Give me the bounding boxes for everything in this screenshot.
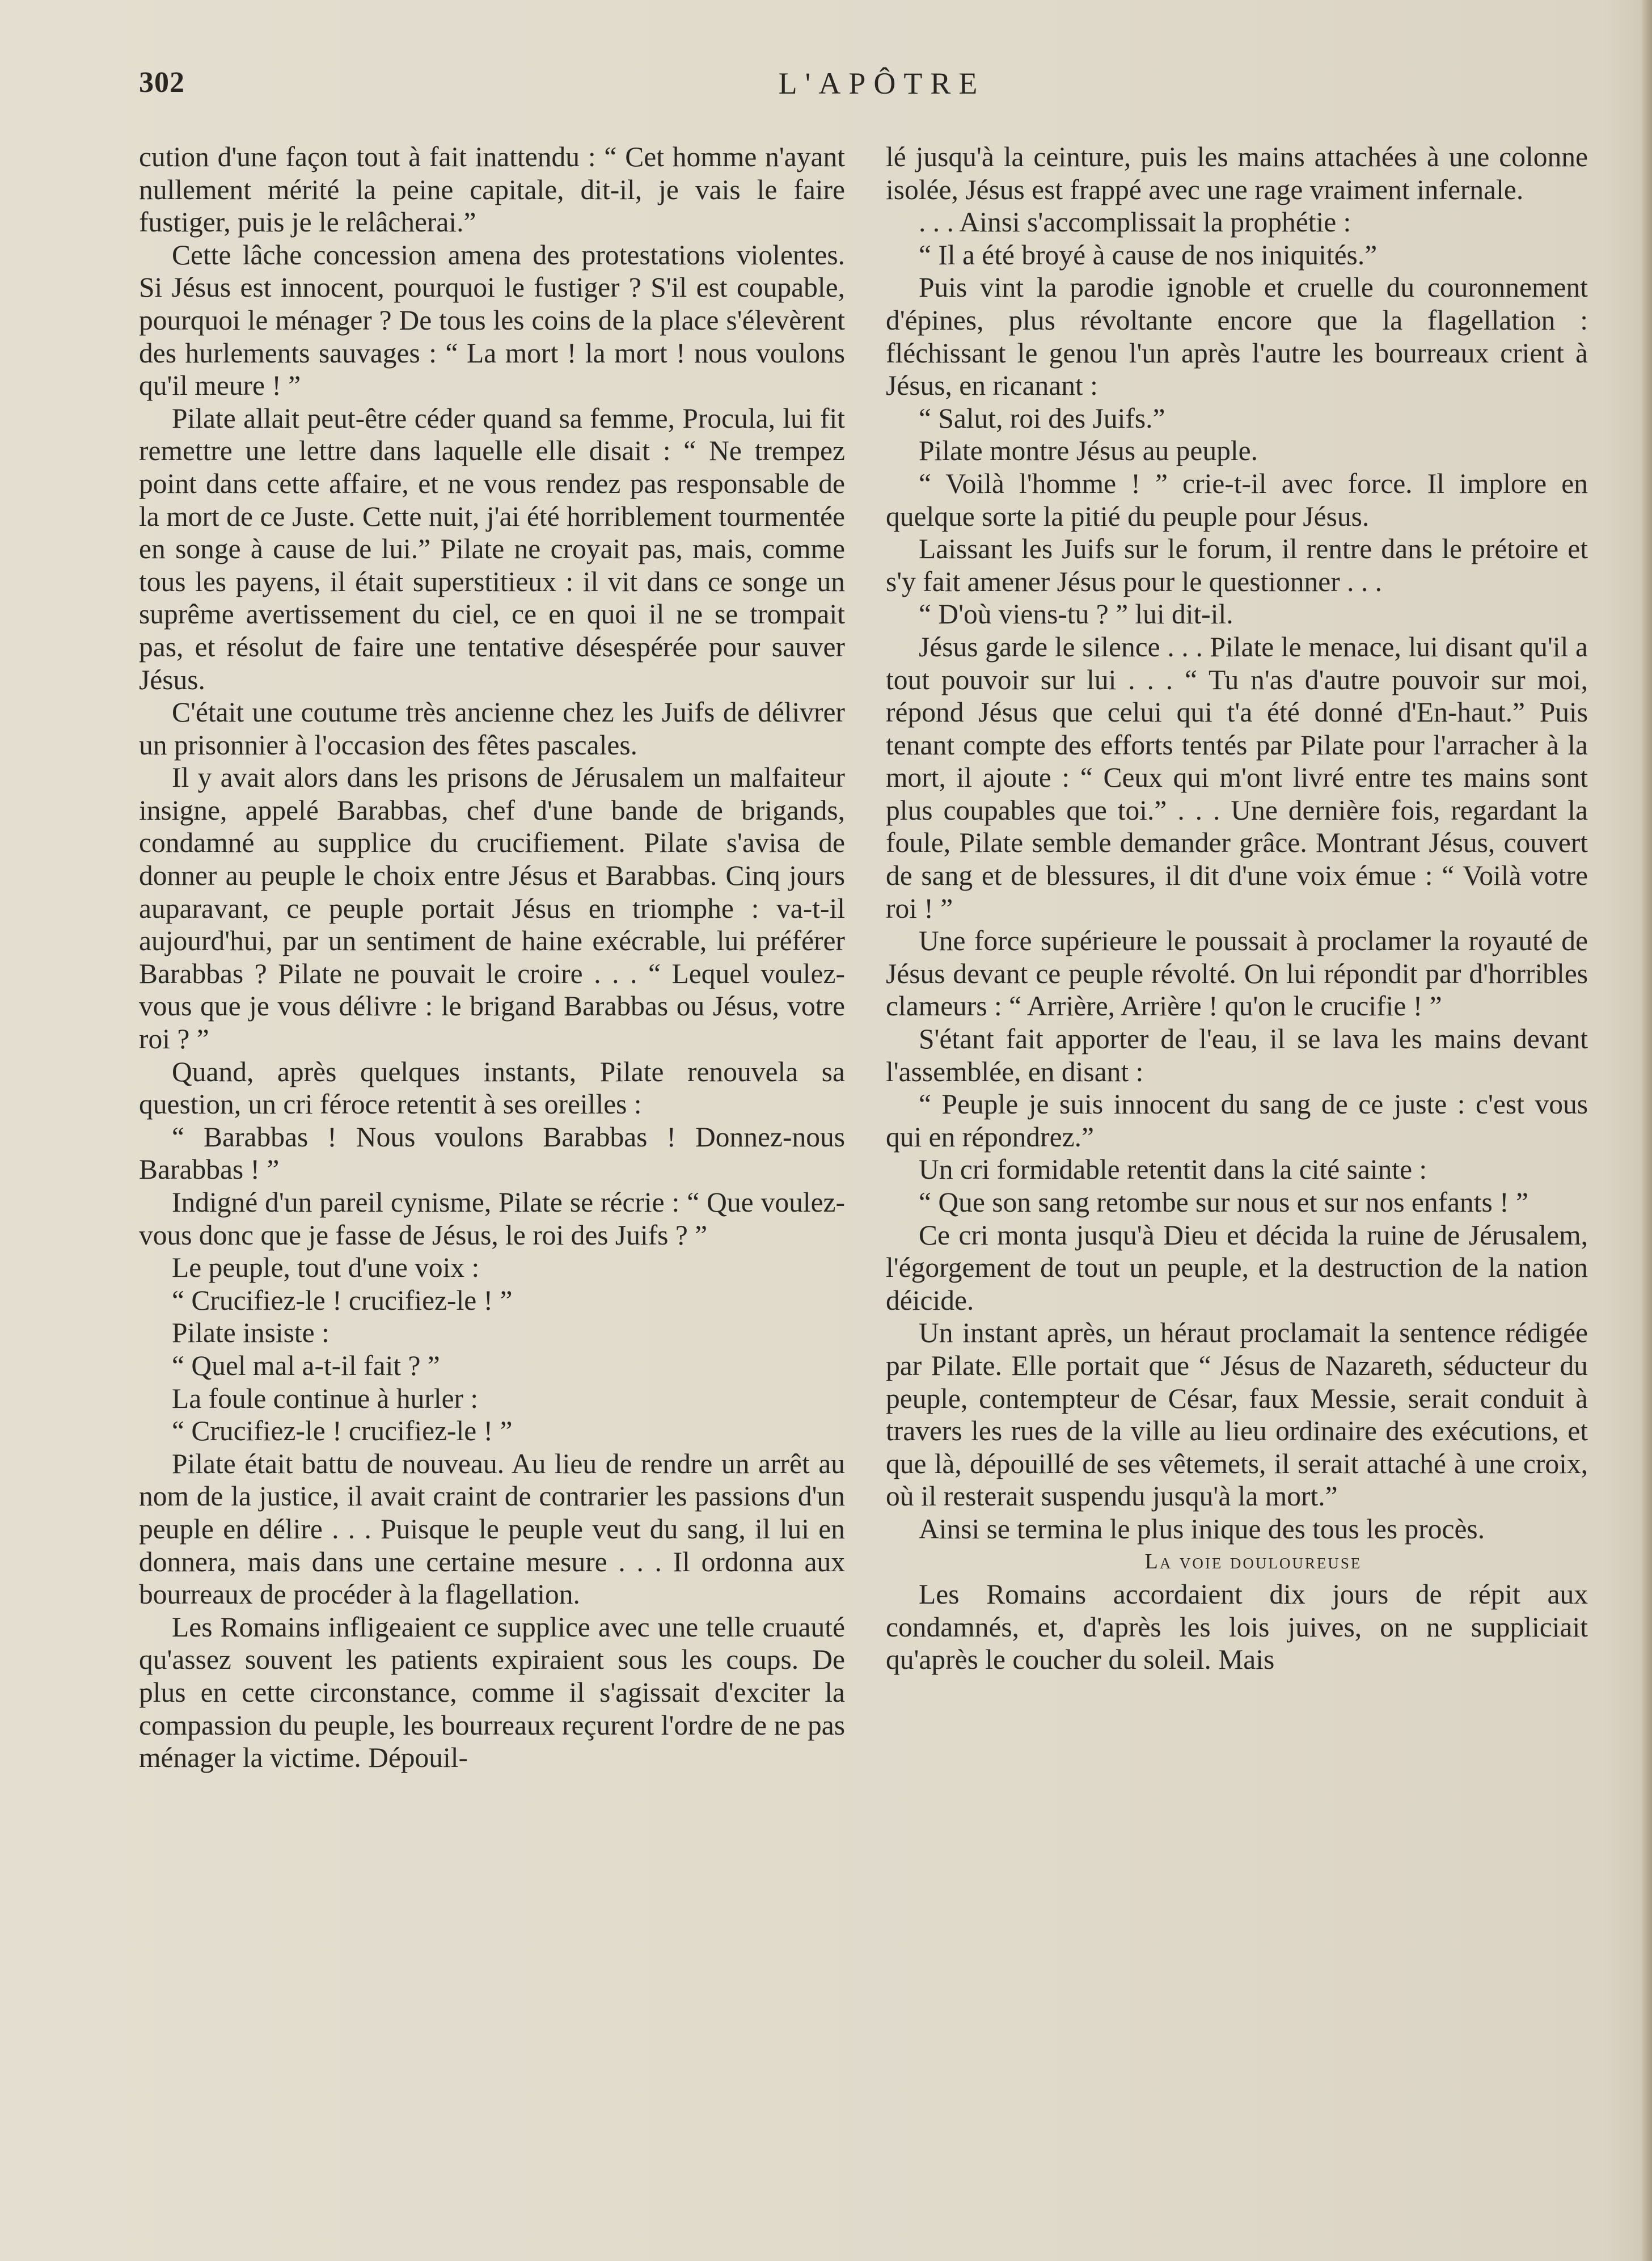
paragraph: Pilate montre Jésus au peuple.	[919, 435, 1258, 467]
right-column-body	[886, 141, 1588, 1546]
right-column-continuation	[886, 1578, 1588, 1676]
paragraph: Le peuple, tout d'une voix :	[172, 1252, 480, 1284]
paragraph: “ Barabbas ! Nous voulons Barabbas ! Donnez-nous Barabbas ! ”	[139, 1121, 845, 1186]
paragraph: Un cri formidable retentit dans la cité sainte :	[919, 1154, 1427, 1186]
paragraph: Les Romains infligeaient ce supplice avec une telle cruauté qu'assez souvent les patients expiraient sous les coups. De plus en cette circonstance, comme il s'agissait d'exciter la compassion du peuple, les bourreaux reçurent l'ordre de ne pas ménager la victime. Dépouil-	[139, 1611, 845, 1774]
paragraph: “ Voilà l'homme ! ” crie-t-il avec force. Il implore en quelque sorte la pitié du peuple pour Jésus.	[886, 467, 1588, 532]
paragraph: “ D'où viens-tu ? ” lui dit-il.	[919, 598, 1233, 630]
paragraph: Une force supérieure le poussait à proclamer la royauté de Jésus devant ce peuple révolté. On lui répondit par d'horribles clameurs : “ Arrière, Arrière ! qu'on le crucifie ! ”	[886, 925, 1588, 1022]
running-title: L'APÔTRE	[778, 66, 986, 100]
paragraph: Cette lâche concession amena des protestations violentes. Si Jésus est innocent, pourquoi le fustiger ? S'il est coupable, pourquoi le ménager ? De tous les coins de la place s'élevèrent des hurlements sauvages : “ La mort ! la mort ! nous voulons qu'il meure ! ”	[139, 239, 845, 402]
paragraph: Ce cri monta jusqu'à Dieu et décida la ruine de Jérusalem, l'égorgement de tout un peuple, et la destruction de la nation déicide.	[886, 1219, 1588, 1316]
paragraph: “ Crucifiez-le ! crucifiez-le ! ”	[172, 1284, 513, 1316]
paragraph: “ Il a été broyé à cause de nos iniquités.”	[919, 239, 1378, 271]
paragraph: Laissant les Juifs sur le forum, il rentre dans le prétoire et s'y fait amener Jésus pour le questionner . . .	[886, 533, 1588, 597]
paragraph: lé jusqu'à la ceinture, puis les mains attachées à une colonne isolée, Jésus est frappé avec une rage vraiment infernale.	[886, 141, 1588, 205]
left-column	[139, 141, 845, 2171]
paragraph: Les Romains accordaient dix jours de répit aux condamnés, et, d'après les lois juives, on ne suppliciait qu'après le coucher du soleil. Mais	[886, 1579, 1588, 1676]
paragraph: Pilate insiste :	[172, 1317, 329, 1349]
paragraph: Un instant après, un héraut proclamait la sentence rédigée par Pilate. Elle portait que “ Jésus de Nazareth, séducteur du peuple, contempteur de César, faux Messie, serait conduit à travers les rues de la ville au lieu ordinaire des exécutions, et que là, dépouillé de ses vêtemets, il serait attaché à une croix, où il resterait suspendu jusqu'à la mort.”	[886, 1317, 1588, 1512]
page-edge-shadow	[1642, 0, 1652, 2261]
paragraph: cution d'une façon tout à fait inattendu : “ Cet homme n'ayant nullement mérité la peine capitale, dit-il, je vais le faire fustiger, puis je le relâcherai.”	[139, 141, 845, 238]
right-column	[886, 141, 1588, 2171]
paragraph: “ Crucifiez-le ! crucifiez-le ! ”	[172, 1415, 513, 1447]
paragraph: Pilate allait peut-être céder quand sa femme, Procula, lui fit remettre une lettre dans laquelle elle disait : “ Ne trempez point dans cette affaire, et ne vous rendez pas responsable de la mort de ce Juste. Cette nuit, j'ai été horriblement tourmentée en songe à cause de lui.” Pilate ne croyait pas, mais, comme tous les payens, il était superstitieux : il vit dans ce songe un suprême avertissement du ciel, ce en quoi il ne se trompait pas, et résolut de faire une tentative désespérée pour sauver Jésus.	[139, 402, 845, 695]
paragraph: Pilate était battu de nouveau. Au lieu de rendre un arrêt au nom de la justice, il avait craint de contrarier les passions d'un peuple en délire . . . Puisque le peuple veut du sang, il lui en donnera, mais dans une certaine mesure . . . Il ordonna aux bourreaux de procéder à la flagellation.	[139, 1448, 845, 1610]
paragraph: . . . Ainsi s'accomplissait la prophétie :	[919, 206, 1351, 238]
paragraph: Puis vint la parodie ignoble et cruelle du couronnement d'épines, plus révoltante encore que la flagellation : fléchissant le genou l'un après l'autre les bourreaux crient à Jésus, en ricanant :	[886, 272, 1588, 402]
paragraph: Jésus garde le silence . . . Pilate le menace, lui disant qu'il a tout pouvoir sur lui . . . “ Tu n'as d'autre pouvoir sur moi, répond Jésus que celui qui t'a été donné d'En-haut.” Puis tenant compte des efforts tentés par Pilate pour l'arracher à la mort, il ajoute : “ Ceux qui m'ont livré entre tes mains sont plus coupables que toi.” . . . Une dernière fois, regardant la foule, Pilate semble demander grâce. Montrant Jésus, couvert de sang et de blessures, il dit d'une voix émue : “ Voilà votre roi ! ”	[886, 631, 1588, 924]
paragraph: “ Que son sang retombe sur nous et sur nos enfants ! ”	[919, 1187, 1529, 1218]
paragraph: C'était une coutume très ancienne chez les Juifs de délivrer un prisonnier à l'occasion des fêtes pascales.	[139, 697, 845, 761]
paragraph: “ Salut, roi des Juifs.”	[919, 402, 1165, 434]
section-heading: La voie douloureuse	[1144, 1549, 1362, 1574]
paragraph: Ainsi se termina le plus inique des tous les procès.	[919, 1513, 1485, 1545]
paragraph: S'étant fait apporter de l'eau, il se lava les mains devant l'assemblée, en disant :	[886, 1023, 1588, 1087]
paragraph: “ Peuple je suis innocent du sang de ce juste : c'est vous qui en répondrez.”	[886, 1089, 1588, 1153]
paragraph: Indigné d'un pareil cynisme, Pilate se récrie : “ Que voulez-vous donc que je fasse de Jésus, le roi des Juifs ? ”	[139, 1187, 845, 1251]
page-number: 302	[139, 66, 185, 99]
paragraph: La foule continue à hurler :	[172, 1382, 479, 1414]
paragraph: “ Quel mal a-t-il fait ? ”	[172, 1349, 440, 1381]
paragraph: Il y avait alors dans les prisons de Jérusalem un malfaiteur insigne, appelé Barabbas, chef d'une bande de brigands, condamné au supplice du crucifiement. Pilate s'avisa de donner au peuple le choix entre Jésus et Barabbas. Cinq jours auparavant, ce peuple portait Jésus en triomphe : va-t-il aujourd'hui, par un sentiment de haine exécrable, lui préférer Barabbas ? Pilate ne pouvait le croire . . . “ Lequel voulez-vous que je vous délivre : le brigand Barabbas ou Jésus, votre roi ? ”	[139, 762, 845, 1055]
paragraph: Quand, après quelques instants, Pilate renouvela sa question, un cri féroce retentit à ses oreilles :	[139, 1056, 845, 1120]
page-header	[139, 66, 1591, 111]
